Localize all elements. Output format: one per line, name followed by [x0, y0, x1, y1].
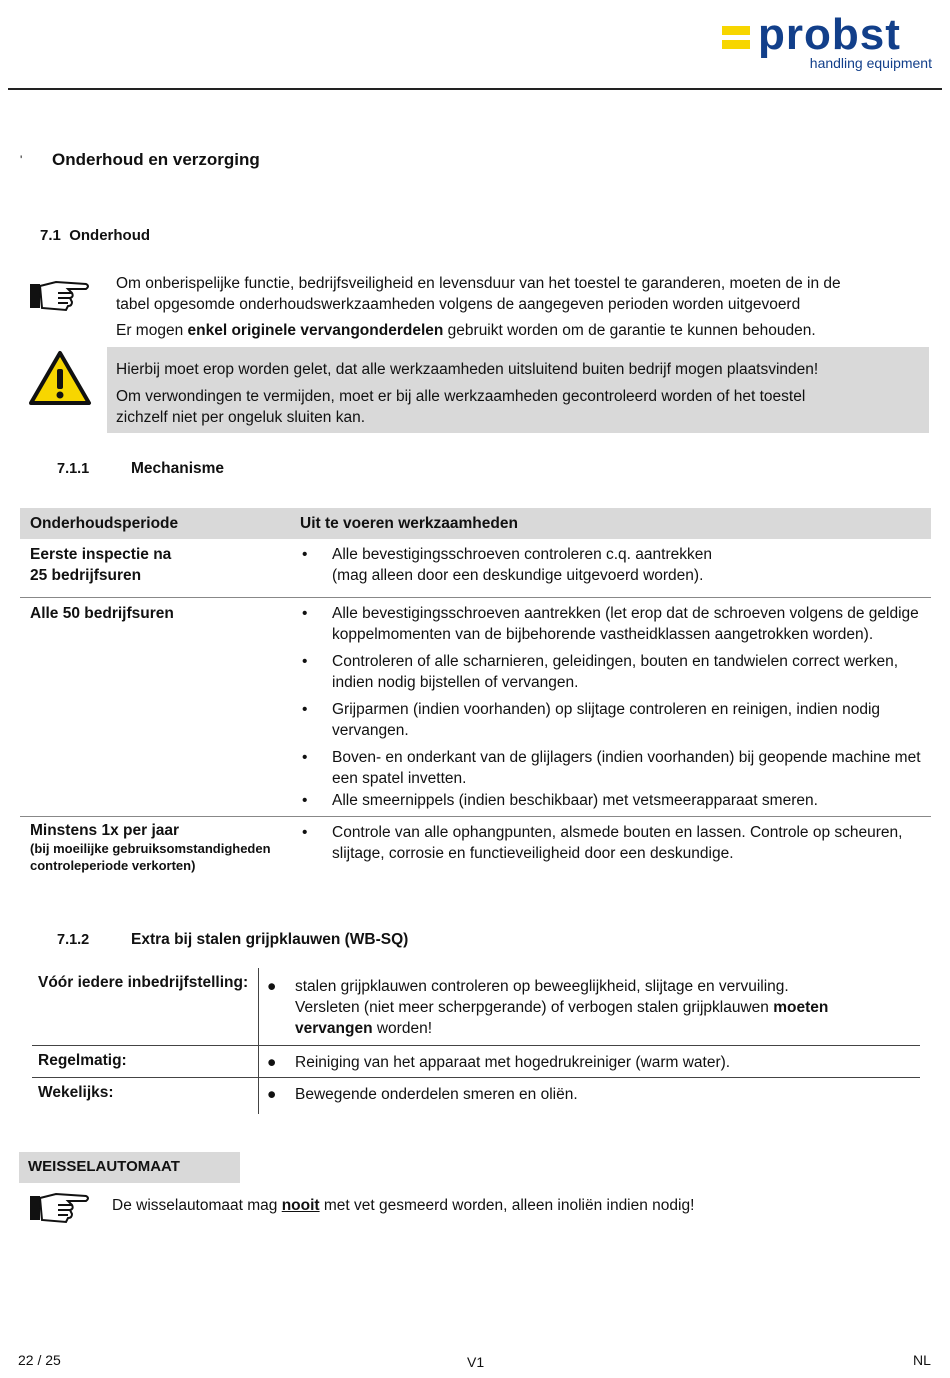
task-item: • Boven- en onderkant van de glijlagers (indien voorhanden) bij geopende machine met een spatel invetten.	[332, 747, 921, 789]
row-period: Alle 50 bedrijfsuren	[20, 598, 290, 817]
logo-brand: probst	[758, 10, 901, 59]
row-text-content: Reiniging van het apparaat met hogedrukreiniger (warm water).	[295, 1054, 731, 1071]
warning-triangle-icon	[28, 350, 92, 406]
row-label: Regelmatig:	[32, 1046, 259, 1078]
intro-line-3	[116, 320, 841, 341]
row-text-pre: Versleten (niet meer scherpgerande) of verbogen stalen grijpklauwen	[295, 999, 774, 1016]
period-line-1: Minstens 1x per jaar	[30, 822, 180, 839]
task-item: • Alle bevestigingsschroeven aantrekken (let erop dat de schroeven volgens de geldige koppelmomenten van de bijbehorende vastheidklassen aangetrokken worden).	[332, 603, 921, 645]
subsection-1-title: Mechanisme	[131, 460, 225, 477]
intro-line-3-post: gebruikt worden om de garantie te kunnen behouden.	[443, 322, 816, 339]
bullet: ●	[267, 1086, 277, 1103]
row-text-post: worden!	[372, 1020, 432, 1037]
table-row	[20, 598, 931, 817]
subsection-1-number: 7.1.1	[57, 461, 90, 477]
bullet: ●	[267, 978, 277, 995]
row-text-bold-1: moeten	[773, 999, 829, 1016]
task-text-cont: (mag alleen door een deskundige uitgevoerd worden).	[332, 567, 704, 584]
task-item: • Controleren of alle scharnieren, geleidingen, bouten en tandwielen correct werken, indien nodig bijstellen of vervangen.	[332, 651, 921, 693]
period-line-2: 25 bedrijfsuren	[30, 567, 142, 584]
row-text-line-2	[295, 997, 914, 1039]
period-note: (bij moeilijke gebruiksomstandigheden controleperiode verkorten)	[30, 841, 271, 873]
logo-tagline: handling equipment	[809, 55, 932, 71]
intro-line-1: Om onberispelijke functie, bedrijfsveiligheid en levensduur van het toestel te garanderen, moeten de in de	[116, 275, 841, 292]
wissel-text	[112, 1195, 694, 1216]
row-label: Wekelijks:	[32, 1078, 259, 1115]
pointing-hand-icon	[28, 1186, 92, 1230]
row-text-line-1: stalen grijpklauwen controleren op beweeglijkheid, slijtage en vervuiling.	[295, 978, 789, 995]
section-heading	[40, 227, 150, 244]
table-row	[20, 817, 931, 880]
page-number: 22 / 25	[18, 1352, 61, 1368]
warning-line-3: zichzelf niet per ongeluk sluiten kan.	[116, 409, 366, 426]
intro-line-3-bold: enkel originele vervangonderdelen	[187, 322, 444, 339]
table-row	[32, 1046, 920, 1078]
wissel-text-pre: De wisselautomaat mag	[112, 1197, 282, 1214]
wissel-label: WEISSELAUTOMAAT	[28, 1158, 180, 1175]
row-period	[20, 539, 290, 598]
task-item: • Controle van alle ophangpunten, alsmede bouten en lassen. Controle op scheuren, slijtage, corrosie en functieveiligheid door een deskundige.	[332, 822, 921, 864]
table-row	[32, 968, 920, 1046]
table-row	[32, 1078, 920, 1115]
bullet: ●	[267, 1054, 277, 1071]
period-line-1: Eerste inspectie na	[30, 546, 172, 563]
table-header	[20, 508, 931, 539]
row-text	[259, 968, 921, 1046]
task-item: • Grijparmen (indien voorhanden) op slijtage controleren en reinigen, indien nodig vervangen.	[332, 699, 921, 741]
wissel-text-bold: nooit	[281, 1197, 320, 1214]
section-title: Onderhoud	[69, 227, 151, 244]
row-text	[259, 1078, 921, 1115]
header-tasks: Uit te voeren werkzaamheden	[290, 508, 931, 539]
row-text	[259, 1046, 921, 1078]
intro-line-2: tabel opgesomde onderhoudswerkzaamheden volgens de aangegeven perioden worden uitgevoerd	[116, 296, 801, 313]
steel-claws-table	[32, 968, 920, 1114]
subsection-2-number: 7.1.2	[57, 932, 90, 948]
row-label: Vóór iedere inbedrijfstelling:	[32, 968, 259, 1046]
version: V1	[467, 1354, 485, 1370]
row-text-bold-2: vervangen	[295, 1020, 373, 1037]
chapter-marker: '	[20, 153, 23, 167]
task-item	[332, 544, 921, 586]
task-item: • Alle smeernippels (indien beschikbaar) met vetsmeerapparaat smeren.	[332, 790, 921, 811]
section-number: 7.1	[40, 227, 61, 244]
row-tasks	[290, 598, 931, 817]
task-text: Alle bevestigingsschroeven controleren c.q. aantrekken	[332, 546, 712, 563]
language: NL	[913, 1352, 931, 1368]
header-divider	[8, 88, 942, 90]
header-period: Onderhoudsperiode	[20, 508, 290, 539]
subsection-2-title: Extra bij stalen grijpklauwen (WB-SQ)	[131, 931, 409, 948]
row-tasks	[290, 817, 931, 880]
logo-bars	[722, 26, 750, 54]
table-row	[20, 539, 931, 598]
row-tasks	[290, 539, 931, 598]
row-text-content: Bewegende onderdelen smeren en oliën.	[295, 1086, 578, 1103]
intro-line-3-pre: Er mogen	[116, 322, 188, 339]
wissel-text-post: met vet gesmeerd worden, alleen inoliën indien nodig!	[319, 1197, 695, 1214]
warning-line-2: Om verwondingen te vermijden, moet er bij alle werkzaamheden gecontroleerd worden of het toestel	[116, 388, 806, 405]
maintenance-table	[20, 508, 931, 879]
pointing-hand-icon	[28, 274, 92, 318]
intro-paragraph	[116, 273, 841, 341]
warning-line-1: Hierbij moet erop worden gelet, dat alle werkzaamheden uitsluitend buiten bedrijf mogen plaatsvinden!	[116, 361, 819, 378]
probst-logo	[722, 10, 932, 74]
warning-text	[116, 359, 818, 428]
row-period	[20, 817, 290, 880]
chapter-title: Onderhoud en verzorging	[52, 150, 260, 169]
